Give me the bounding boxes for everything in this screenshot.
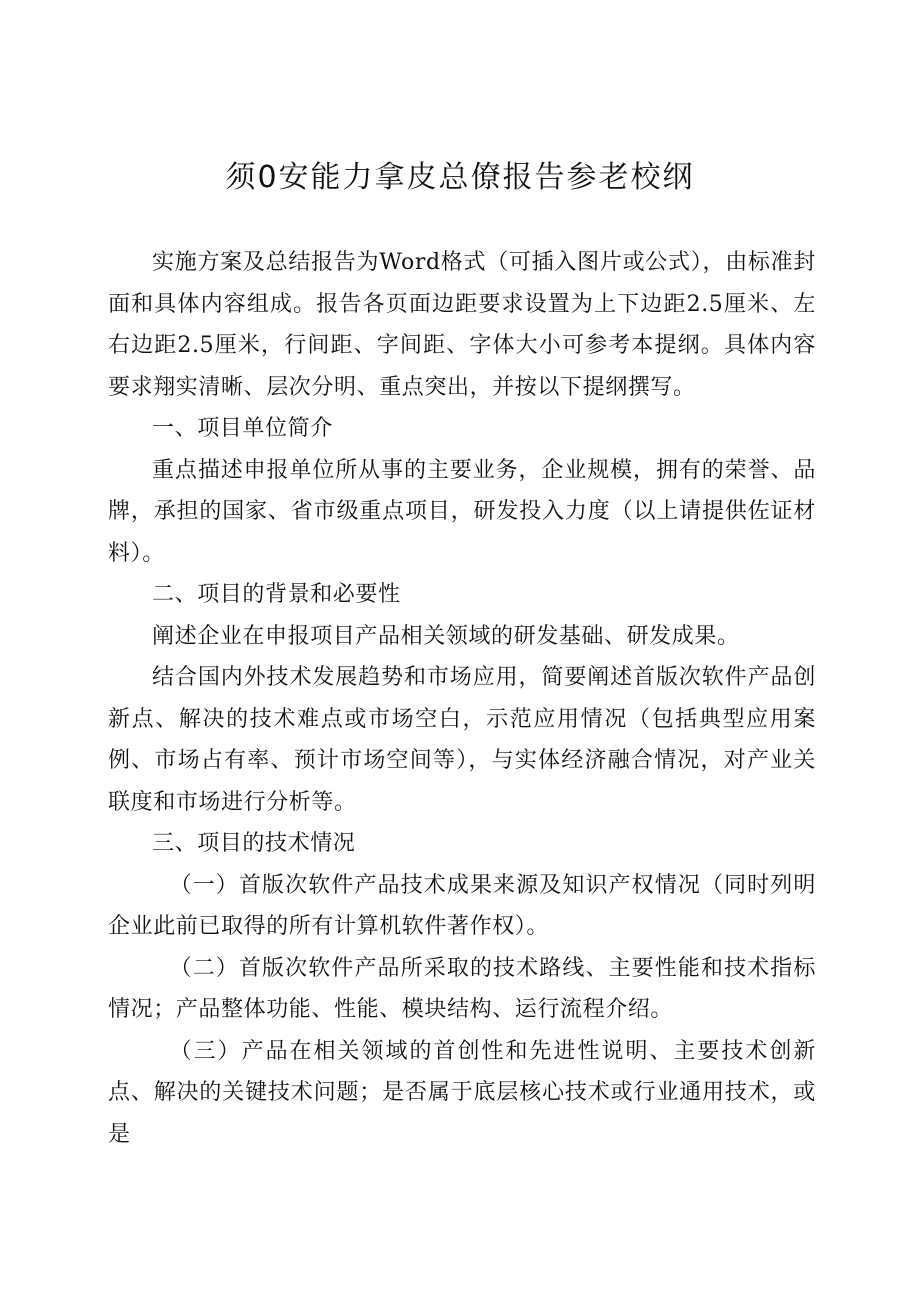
intro-paragraph: 实施方案及总结报告为Word格式（可插入图片或公式），由标准封面和具体内容组成。报告各页面边距要求设置为上下边距2.5厘米、左右边距2.5厘米，行间距、字间距、字体大小可参考本提纲。具体内容要求翔实清晰、层次分明、重点突出，并按以下提纲撰写。 — [108, 250, 816, 400]
document-body — [108, 242, 816, 1155]
section-3-item: （一）首版次软件产品技术成果来源及知识产权情况（同时列明企业此前已取得的所有计算机软件著作权）。 — [108, 872, 816, 939]
section-heading-1: 一、项目单位简介 — [152, 416, 333, 441]
section-heading-2: 二、项目的背景和必要性 — [152, 582, 401, 607]
section-2-paragraph: 阐述企业在申报项目产品相关领域的研发基础、研发成果。 — [152, 623, 740, 649]
document-title: 须0安能力拿皮总僚报告参老校纲 — [225, 160, 695, 195]
section-heading-3: 三、项目的技术情况 — [152, 831, 356, 856]
section-2-paragraph: 结合国内外技术发展趋势和市场应用，简要阐述首版次软件产品创新点、解决的技术难点或市场空白，示范应用情况（包括典型应用案例、市场占有率、预计市场空间等），与实体经济融合情况，对产业关联度和市场进行分析等。 — [108, 665, 816, 815]
section-1-paragraph: 重点描述申报单位所从事的主要业务，企业规模，拥有的荣誉、品牌，承担的国家、省市级重点项目，研发投入力度（以上请提供佐证材料）。 — [108, 457, 816, 566]
section-3-item: （三）产品在相关领域的首创性和先进性说明、主要技术创新点、解决的关键技术问题；是否属于底层核心技术或行业通用技术，或是 — [108, 1038, 816, 1147]
section-3-item: （二）首版次软件产品所采取的技术路线、主要性能和技术指标情况；产品整体功能、性能、模块结构、运行流程介绍。 — [108, 955, 816, 1022]
